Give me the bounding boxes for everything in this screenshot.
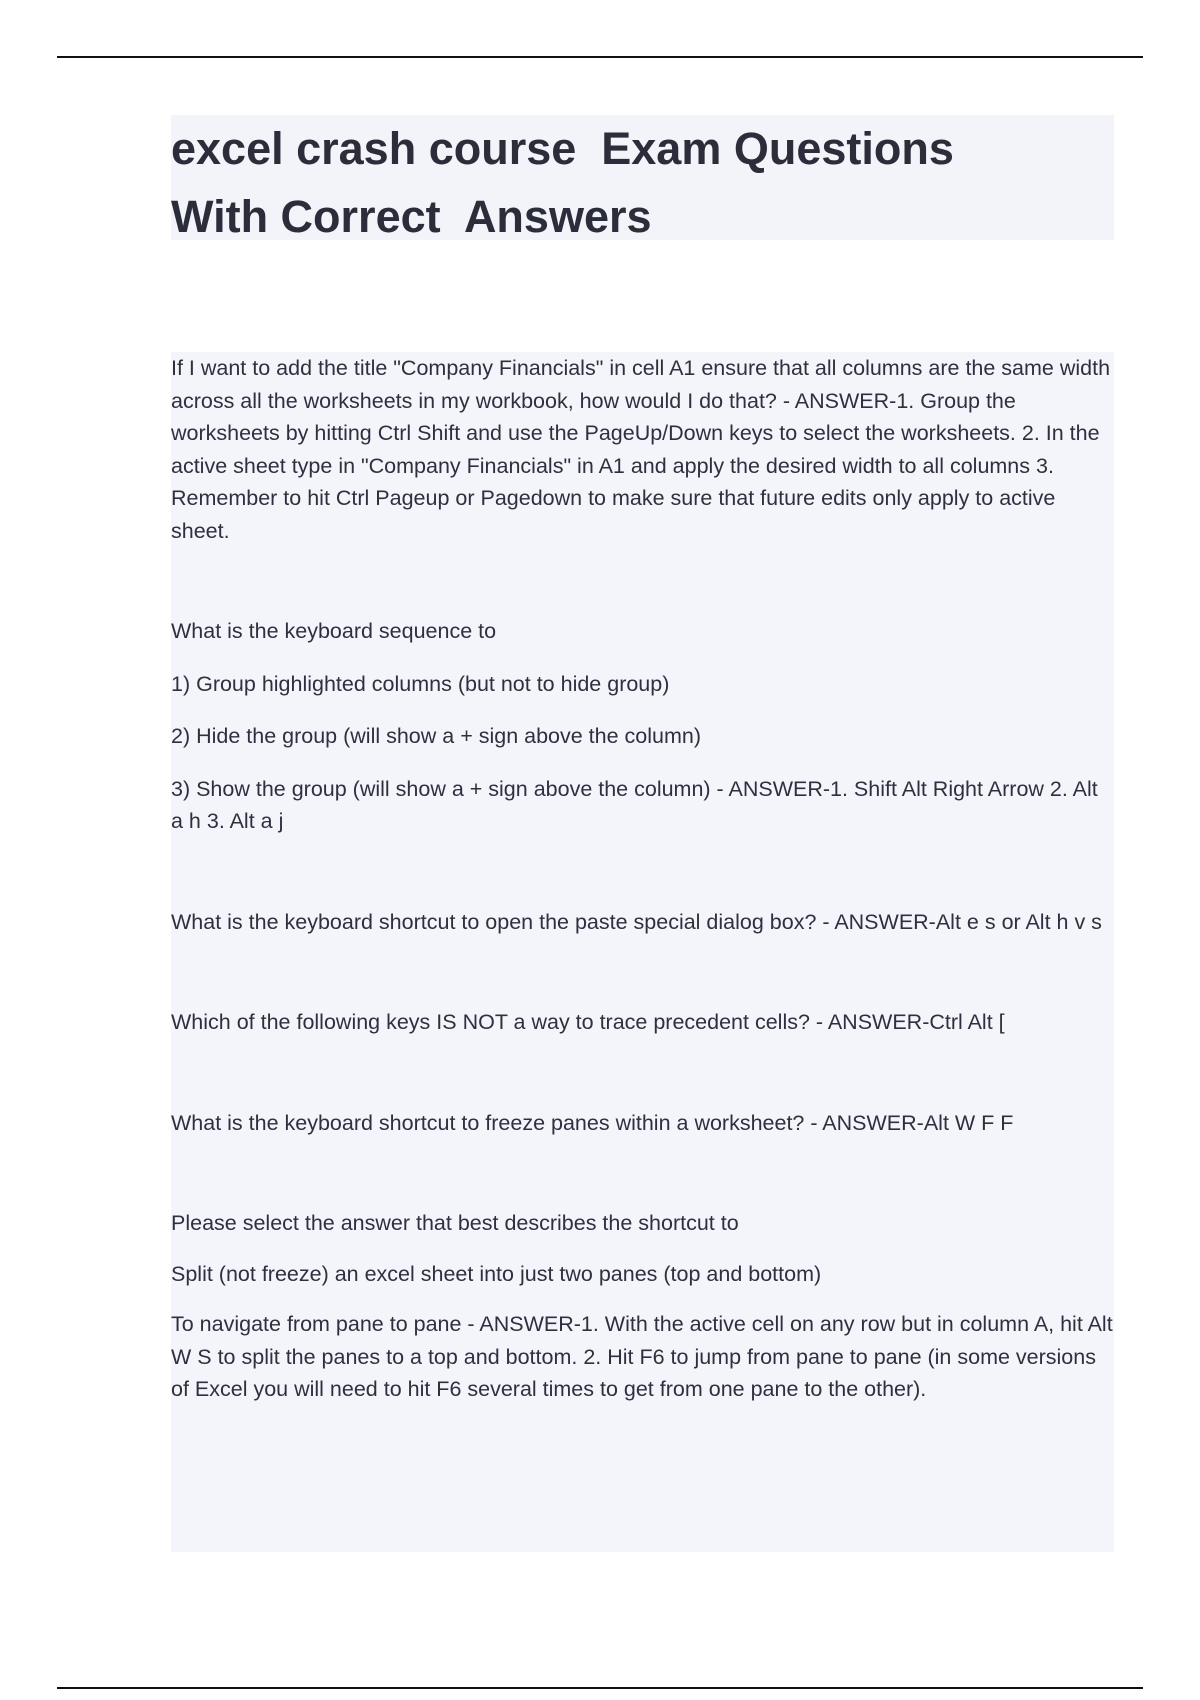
qa-paragraph: Split (not freeze) an excel sheet into just two panes (top and bottom) (171, 1261, 822, 1286)
header-rule (57, 56, 1143, 58)
qa-paragraph: 2) Hide the group (will show a + sign above the column) (171, 724, 702, 748)
title-line-1: excel crash course Exam Questions (171, 123, 954, 174)
qa-paragraph: What is the keyboard sequence to (171, 619, 497, 643)
title-line-2: With Correct Answers (171, 191, 652, 242)
page-title (171, 115, 1114, 251)
qa-paragraph: Please select the answer that best describes the shortcut to (171, 1211, 739, 1235)
qa-item (171, 1207, 1114, 1406)
qa-item (171, 352, 1114, 547)
qa-item (171, 615, 1114, 838)
qa-paragraph: To navigate from pane to pane - ANSWER-1. With the active cell on any row but in column A, hit Alt W S to split the panes to a top and bottom. 2. Hit F6 to jump from pane to pane (in some versions of Excel you will need to hit F6 several times to get from one pane to the other). (171, 1312, 1113, 1401)
qa-paragraph: 1) Group highlighted columns (but not to hide group) (171, 671, 670, 696)
qa-paragraph: What is the keyboard shortcut to freeze panes within a worksheet? - ANSWER-Alt W F F (171, 1110, 1014, 1135)
qa-item (171, 906, 1114, 939)
qa-paragraph: If I want to add the title "Company Financials" in cell A1 ensure that all columns are the same width across all the worksheets in my workbook, how would I do that? - ANSWER-1. Group the worksheets by hitting Ctrl Shift and use the PageUp/Down keys to select the worksheets. 2. In the active sheet type in "Company Financials" in A1 and apply the desired width to all columns 3. Remember to hit Ctrl Pageup or Pagedown to make sure that future edits only apply to active sheet. (171, 356, 1111, 543)
qa-paragraph: Which of the following keys IS NOT a way to trace precedent cells? - ANSWER-Ctrl Alt [ (171, 1010, 1005, 1034)
qa-paragraph: 3) Show the group (will show a + sign above the column) - ANSWER-1. Shift Alt Right Arrow 2. Alt a h 3. Alt a j (171, 776, 1098, 833)
qa-item (171, 1006, 1114, 1039)
qa-item (171, 1107, 1114, 1140)
qa-content (171, 352, 1114, 1552)
title-block (171, 115, 1114, 240)
footer-rule (57, 1687, 1143, 1689)
qa-paragraph: What is the keyboard shortcut to open the paste special dialog box? - ANSWER-Alt e s or Alt h v s (171, 909, 1102, 934)
